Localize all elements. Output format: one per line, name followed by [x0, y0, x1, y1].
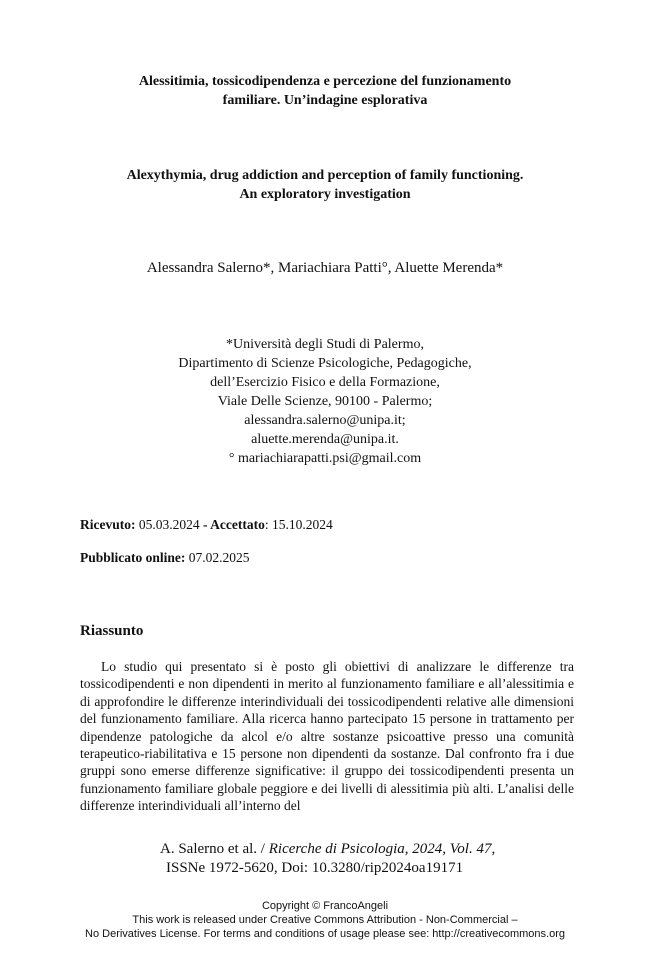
- license-line: This work is released under Creative Commons Attribution - Non-Commercial –: [132, 914, 518, 926]
- authors: Alessandra Salerno*, Mariachiara Patti°, Aluette Merenda*: [146, 260, 504, 276]
- title-english-line: Alexythymia, drug addiction and perception of family functioning.: [126, 168, 524, 183]
- date-separator: -: [199, 517, 211, 532]
- citation: [160, 840, 495, 878]
- affiliation-line: *Università degli Studi di Palermo,: [226, 337, 424, 352]
- received-label: Ricevuto:: [80, 517, 136, 532]
- title-italian-line: familiare. Un’indagine esplorativa: [222, 93, 428, 108]
- email-line[interactable]: ° mariachiarapatti.psi@gmail.com: [228, 451, 422, 466]
- abstract-paragraph: Lo studio qui presentato si è posto gli obiettivi di analizzare le differenze tra tossicodipendenti e non dipendenti in merito al funzionamento familiare e all’alessitimia e di approfondire le differenze interindividuali dei tossicodipendenti relative alle dimensioni del funzionamento familiare. Alla ricerca hanno partecipato 15 persone in trattamento per dipendenze patologiche da alcol e/o altre sostanze psicoattive presso una comunità terapeutico-riabilitativa e 15 persone non dipendenti da sostanze. Dal confronto fra i due gruppi sono emerse differenze significative: il gruppo dei tossicodipendenti presenta un funzionamento familiare globale peggiore e dei livelli di alessitimia più alti. L’analisi delle differenze interindividuali all’interno del: [80, 659, 574, 814]
- email-line[interactable]: alessandra.salerno@unipa.it;: [244, 413, 406, 428]
- published-label: Pubblicato online:: [80, 550, 186, 565]
- abstract-heading: Riassunto: [80, 623, 144, 639]
- email-line[interactable]: aluette.merenda@unipa.it.: [251, 432, 399, 447]
- accepted-label: Accettato: [210, 517, 265, 532]
- received-accepted-line: [80, 516, 333, 534]
- affiliation-block: [0, 335, 650, 468]
- title-italian-line: Alessitimia, tossicodipendenza e percezione del funzionamento: [138, 74, 512, 89]
- copyright-block: [0, 899, 650, 941]
- citation-prefix: A. Salerno et al. /: [160, 841, 269, 857]
- citation-line-1: [160, 840, 495, 859]
- title-english-line: An exploratory investigation: [239, 187, 411, 202]
- citation-journal: Ricerche di Psicologia, 2024, Vol. 47,: [268, 841, 496, 857]
- affiliation-line: Dipartimento di Scienze Psicologiche, Pedagogiche,: [178, 356, 472, 371]
- copyright-line: Copyright © FrancoAngeli: [261, 900, 389, 912]
- published-date: 07.02.2025: [188, 550, 250, 565]
- title-english: [0, 166, 650, 204]
- title-italian: [0, 72, 650, 110]
- affiliation-line: Viale Delle Scienze, 90100 - Palermo;: [217, 394, 433, 409]
- license-url-line[interactable]: No Derivatives License. For terms and conditions of usage please see: http://creativecommons.org: [85, 928, 565, 940]
- accepted-date: : 15.10.2024: [264, 517, 333, 532]
- received-date: 05.03.2024: [138, 517, 200, 532]
- published-line: [80, 549, 250, 567]
- abstract-body: [80, 658, 574, 815]
- affiliation-line: dell’Esercizio Fisico e della Formazione,: [210, 375, 440, 390]
- citation-line-2: ISSNe 1972-5620, Doi: 10.3280/rip2024oa19171: [166, 860, 464, 876]
